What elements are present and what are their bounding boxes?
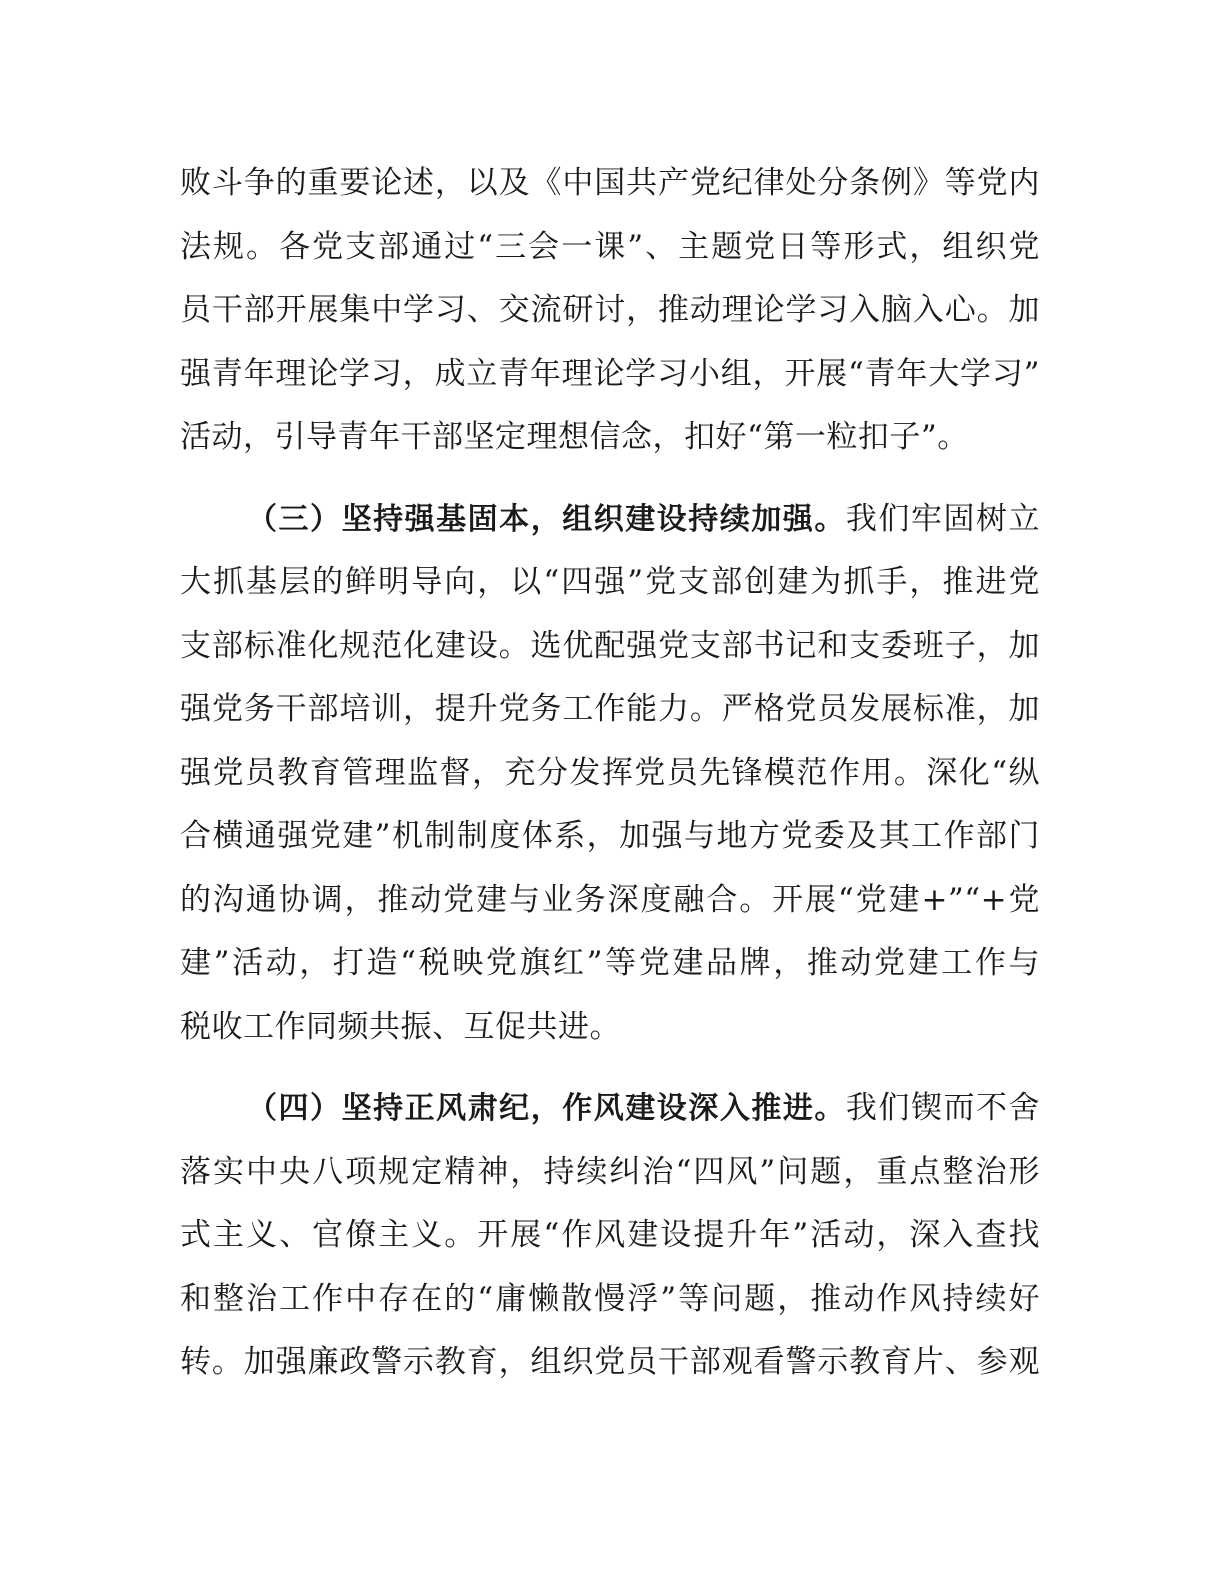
text-line: 法规。各党支部通过“三会一课”、主题党日等形式，组织党 bbox=[180, 229, 1040, 265]
text-line: 建”活动，打造“税映党旗红”等党建品牌，推动党建工作与 bbox=[180, 945, 1040, 981]
text-line: 活动，引导青年干部坚定理想信念，扣好“第一粒扣子”。 bbox=[180, 419, 969, 455]
text-line: 合横通强党建”机制制度体系，加强与地方党委及其工作部门 bbox=[180, 818, 1040, 854]
text-run: 我们锲而不舍 bbox=[845, 1090, 1041, 1126]
text-line: 败斗争的重要论述，以及《中国共产党纪律处分条例》等党内 bbox=[180, 165, 1040, 201]
text-line: 落实中央八项规定精神，持续纠治“四风”问题，重点整治形 bbox=[180, 1154, 1040, 1190]
text-line: 的沟通协调，推动党建与业务深度融合。开展“党建+”“+党 bbox=[180, 882, 1040, 918]
text-line: 强党务干部培训，提升党务工作能力。严格党员发展标准，加 bbox=[180, 691, 1040, 727]
text-line: 和整治工作中存在的“庸懒散慢浮”等问题，推动作风持续好 bbox=[180, 1281, 1040, 1317]
paragraph-first-line bbox=[180, 1083, 1040, 1133]
text-line: 税收工作同频共振、互促共进。 bbox=[180, 1009, 621, 1045]
paragraph-first-line bbox=[180, 494, 1040, 544]
text-line: 式主义、官僚主义。开展“作风建设提升年”活动，深入查找 bbox=[180, 1217, 1040, 1253]
section-heading: （三）坚持强基固本，组织建设持续加强。 bbox=[246, 502, 846, 537]
text-line: 强青年理论学习，成立青年理论学习小组，开展“青年大学习” bbox=[180, 356, 1040, 392]
text-line: 强党员教育管理监督，充分发挥党员先锋模范作用。深化“纵 bbox=[180, 755, 1040, 791]
text-line: 转。加强廉政警示教育，组织党员干部观看警示教育片、参观 bbox=[180, 1344, 1040, 1380]
text-line: 大抓基层的鲜明导向，以“四强”党支部创建为抓手，推进党 bbox=[180, 564, 1040, 600]
section-heading: （四）坚持正风肃纪，作风建设深入推进。 bbox=[246, 1091, 846, 1126]
text-run: 我们牢固树立 bbox=[845, 501, 1041, 537]
text-line: 员干部开展集中学习、交流研讨，推动理论学习入脑入心。加 bbox=[180, 292, 1040, 328]
text-line: 支部标准化规范化建设。选优配强党支部书记和支委班子，加 bbox=[180, 628, 1040, 664]
